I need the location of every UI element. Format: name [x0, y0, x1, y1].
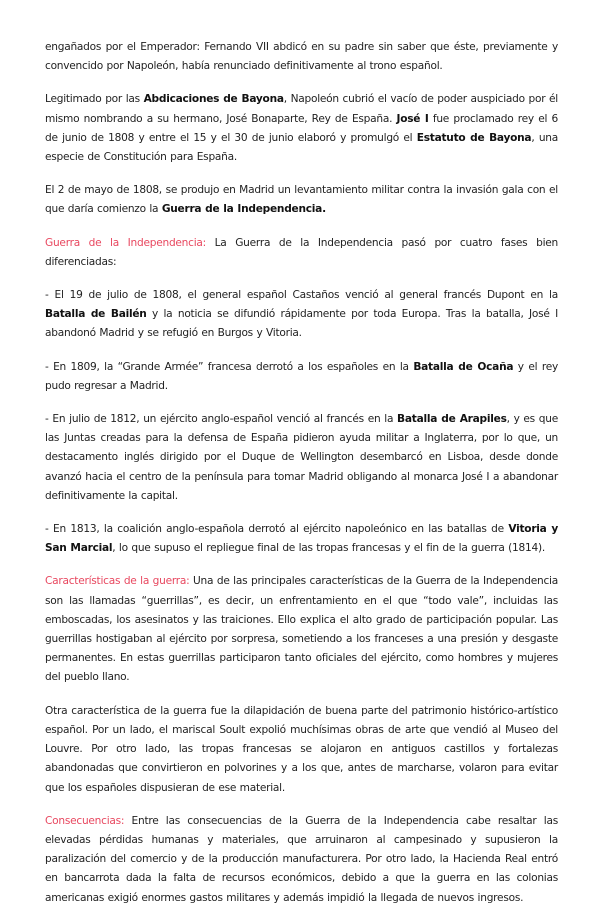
section-heading: Consecuencias: — [45, 814, 125, 827]
paragraph-p2 — [45, 90, 558, 167]
paragraph-p9 — [45, 572, 558, 687]
body-text: , una especie de Constitución para España. — [45, 131, 558, 164]
paragraph-p3 — [45, 181, 558, 219]
bold-term: Guerra de la Independencia. — [161, 203, 326, 216]
body-text: - En julio de 1812, un ejército anglo-español venció al francés en la — [45, 413, 398, 426]
bold-term: Batalla de Bailén — [45, 308, 147, 321]
paragraph-p1 — [45, 38, 558, 76]
bold-term: Batalla de Arapiles — [397, 413, 507, 426]
paragraph-p4 — [45, 234, 558, 272]
body-text: , lo que supuso el repliegue final de las tropas francesas y el fin de la guerra (1814). — [112, 542, 545, 555]
body-text: , Napoleón cubrió el vacío de poder auspiciado por él mismo nombrando a su hermano, José Bonaparte, Rey de España. — [45, 93, 558, 125]
body-text: El 2 de mayo de 1808, se produjo en Madrid un levantamiento militar contra la invasión gala con el que daría comienzo la — [45, 184, 558, 216]
bold-term: Vitoria y San Marcial — [45, 523, 558, 555]
paragraph-p11 — [45, 812, 558, 908]
body-text: La Guerra de la Independencia pasó por cuatro fases bien diferenciadas: — [45, 236, 558, 268]
body-text: y la noticia se difundió rápidamente por toda Europa. Tras la batalla, José I abandonó Madrid y se refugió en Burgos y Vitoria. — [45, 308, 558, 340]
body-text: - El 19 de julio de 1808, el general español Castaños venció al general francés Dupont en la — [45, 289, 558, 302]
bold-term: Estatuto de Bayona — [416, 131, 532, 144]
paragraph-p10 — [45, 702, 558, 798]
body-text: Entre las consecuencias de la Guerra de la Independencia cabe resaltar las elevadas pérdidas humanas y materiales, que arruinaron al campesinado y supusieron la paralización del comercio y de la producción manufacturera. Por otro lado, la Hacienda Real entró en bancarrota dada la falta de recursos económicos, debido a que la guerra en las colonias americanas exigió enormes gastos militares y además impidió la llegada de nuevos ingresos. — [45, 814, 558, 904]
section-heading: Características de la guerra: — [45, 575, 190, 588]
paragraph-p5 — [45, 286, 558, 344]
body-text: engañados por el Emperador: Fernando VII abdicó en su padre sin saber que éste, previamente y convencido por Napoleón, había renunciado definitivamente al trono español. — [45, 41, 558, 73]
body-text: - En 1809, la “Grande Armée” francesa derrotó a los españoles en la — [45, 360, 414, 373]
body-text: , y es que las Juntas creadas para la defensa de España pidieron ayuda militar a Inglaterra, por lo que, un destacamento inglés dirigido por el Duque de Wellington desembarcó en Lisboa, desde donde avanzó hacia el centro de la península para tomar Madrid obligando al monarca José I a abandonar definitivamente la capital. — [45, 413, 558, 502]
body-text: Una de las principales características de la Guerra de la Independencia son las llamadas “guerrillas”, es decir, un enfrentamiento en el que “todo vale”, incluidas las emboscadas, los asesinatos y las traiciones. Ello explica el alto grado de participación popular. Las guerrillas hostigaban al ejército por sorpresa, sometiendo a los franceses a una presión y desgaste permanentes. En estas guerrillas participaron tanto oficiales del ejército, como hombres y mujeres del pueblo llano. — [45, 575, 558, 684]
bold-term: José I — [396, 112, 429, 125]
bold-term: Batalla de Ocaña — [413, 360, 514, 373]
section-heading: Guerra de la Independencia: — [45, 236, 206, 249]
paragraph-p7 — [45, 410, 558, 506]
body-text: fue proclamado rey el 6 de junio de 1808 y entre el 15 y el 30 de junio elaboró y promulgó el — [45, 112, 558, 144]
body-text: y el rey pudo regresar a Madrid. — [45, 360, 558, 392]
paragraph-p8 — [45, 520, 558, 558]
body-text: Otra característica de la guerra fue la dilapidación de buena parte del patrimonio histórico-artístico español. Por un lado, el mariscal Soult expolió muchísimas obras de arte que vendió al Museo del Louvre. Por otro lado, las tropas francesas se alojaron en antiguos castillos y fortalezas abandonadas que convirtieron en polvorines y a los que, antes de marcharse, volaron para evitar que los españoles dispusieran de ese material. — [45, 704, 558, 794]
bold-term: Abdicaciones de Bayona — [143, 93, 284, 106]
body-text: Legitimado por las — [45, 93, 144, 106]
paragraph-p6 — [45, 358, 558, 396]
body-text: - En 1813, la coalición anglo-española derrotó al ejército napoleónico en las batallas de — [45, 523, 509, 536]
